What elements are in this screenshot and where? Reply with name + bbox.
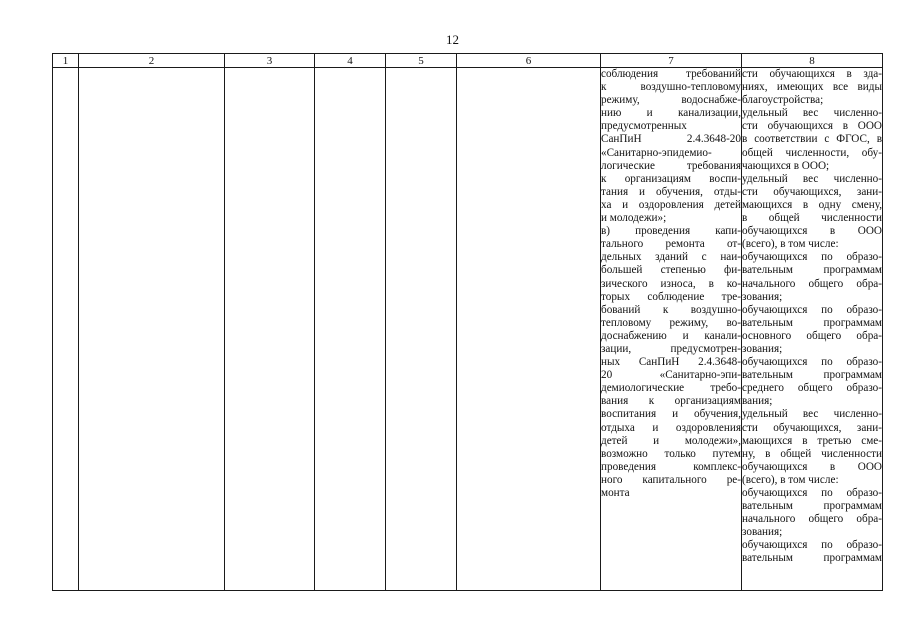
text-line: сти обучающихся в зда-: [742, 68, 882, 80]
text-line: логические требования: [601, 159, 741, 172]
text-line: начального общего обра-: [742, 277, 882, 290]
column-header-4: 4: [315, 54, 386, 68]
text-line: зического износа, в ко-: [601, 277, 741, 290]
text-line: тепловому режиму, во-: [601, 316, 741, 329]
text-line: обучающихся по образо-: [742, 356, 882, 369]
cell-col1: [53, 68, 79, 591]
text-line: зации, предусмотрен-: [601, 342, 741, 355]
text-line: сти обучающихся, зани-: [742, 421, 882, 434]
text-line: мающихся в третью сме-: [742, 434, 882, 447]
text-line: большей степенью фи-: [601, 264, 741, 277]
text-line: основного общего обра-: [742, 329, 882, 342]
cell-col5: [386, 68, 457, 591]
page-number: 12: [446, 32, 459, 47]
column-number-row: [53, 54, 883, 68]
column-header-8: 8: [742, 54, 883, 68]
cell-col4: [315, 68, 386, 591]
text-line: обучающихся по образо-: [742, 539, 882, 552]
text-line: к воздушно-тепловому: [601, 81, 741, 94]
text-line: обучающихся в ООО: [742, 460, 882, 473]
text-line: предусмотренных: [601, 120, 687, 133]
cell-col8-indicators-text: [742, 68, 883, 591]
text-line: обучающихся в ООО: [742, 225, 882, 238]
table-row: [53, 68, 883, 591]
text-line: сти обучающихся в ООО: [742, 120, 882, 133]
text-line: к организациям воспи-: [601, 172, 741, 185]
text-line: детей и молодежи»,: [601, 434, 741, 447]
column-header-6: 6: [457, 54, 601, 68]
text-line: воспитания и обучения,: [601, 408, 741, 421]
text-line: удельный вес численно-: [742, 172, 882, 185]
text-line: удельный вес численно-: [742, 107, 882, 120]
text-line: и молодежи»;: [601, 212, 667, 225]
text-line: ного капитального ре-: [601, 473, 741, 486]
text-line: зования;: [742, 342, 783, 355]
text-line: ниях, имеющих все виды: [742, 81, 882, 94]
text-line: возможно только путем: [601, 447, 741, 460]
column-header-7: 7: [601, 54, 742, 68]
text-line: дельных зданий с наи-: [601, 251, 741, 264]
text-line: вательным программам: [742, 264, 882, 277]
text-line: среднего общего образо-: [742, 382, 882, 395]
cell-col7-measures-text: [601, 68, 742, 591]
text-line: тального ремонта от-: [601, 238, 741, 251]
text-line: 20 «Санитарно-эпи-: [601, 369, 741, 382]
text-line: обучающихся по образо-: [742, 251, 882, 264]
text-line: тания и обучения, отды-: [601, 185, 741, 198]
text-line: благоустройства;: [742, 94, 824, 107]
text-line: ну, в общей численности: [742, 447, 882, 460]
text-line: режиму, водоснабже-: [601, 94, 741, 107]
text-line: зования;: [742, 526, 783, 539]
text-line: монта: [601, 487, 630, 499]
text-line: ных СанПиН 2.4.3648-: [601, 356, 741, 369]
text-line: демиологические требо-: [601, 382, 741, 395]
text-line: вательным программам: [742, 552, 882, 565]
text-line: вания к организациям: [601, 395, 741, 408]
text-line: сти обучающихся, зани-: [742, 185, 882, 198]
column-header-2: 2: [79, 54, 225, 68]
text-line: торых соблюдение тре-: [601, 290, 741, 303]
text-line: начального общего обра-: [742, 513, 882, 526]
text-line: бований к воздушно-: [601, 303, 741, 316]
text-line: в соответствии с ФГОС, в: [742, 133, 882, 146]
column-header-1: 1: [53, 54, 79, 68]
text-line: нию и канализации,: [601, 107, 741, 120]
text-line: обучающихся по образо-: [742, 303, 882, 316]
text-line: ха и оздоровления детей: [601, 198, 741, 211]
text-line: удельный вес численно-: [742, 408, 882, 421]
text-line: в) проведения капи-: [601, 225, 741, 238]
text-line: мающихся в одну смену,: [742, 198, 882, 211]
cell-col2: [79, 68, 225, 591]
text-line: вательным программам: [742, 316, 882, 329]
text-line: СанПиН 2.4.3648-20: [601, 133, 741, 146]
text-line: соблюдения требований: [601, 68, 741, 80]
cell-col6: [457, 68, 601, 591]
text-line: отдыха и оздоровления: [601, 421, 741, 434]
cell-col3: [225, 68, 315, 591]
text-line: зования;: [742, 290, 783, 303]
text-line: вательным программам: [742, 369, 882, 382]
column-header-3: 3: [225, 54, 315, 68]
column-header-5: 5: [386, 54, 457, 68]
text-line: доснабжению и канали-: [601, 329, 741, 342]
text-line: общей численности, обу-: [742, 146, 882, 159]
text-line: чающихся в ООО;: [742, 159, 830, 172]
text-line: вания;: [742, 395, 773, 408]
text-line: «Санитарно-эпидемио-: [601, 146, 712, 159]
text-line: проведения комплекс-: [601, 460, 741, 473]
text-line: в общей численности: [742, 212, 882, 225]
text-line: вательным программам: [742, 500, 882, 513]
document-table: [52, 53, 883, 591]
text-line: (всего), в том числе:: [742, 238, 839, 251]
text-line: обучающихся по образо-: [742, 487, 882, 499]
text-line: (всего), в том числе:: [742, 473, 839, 486]
